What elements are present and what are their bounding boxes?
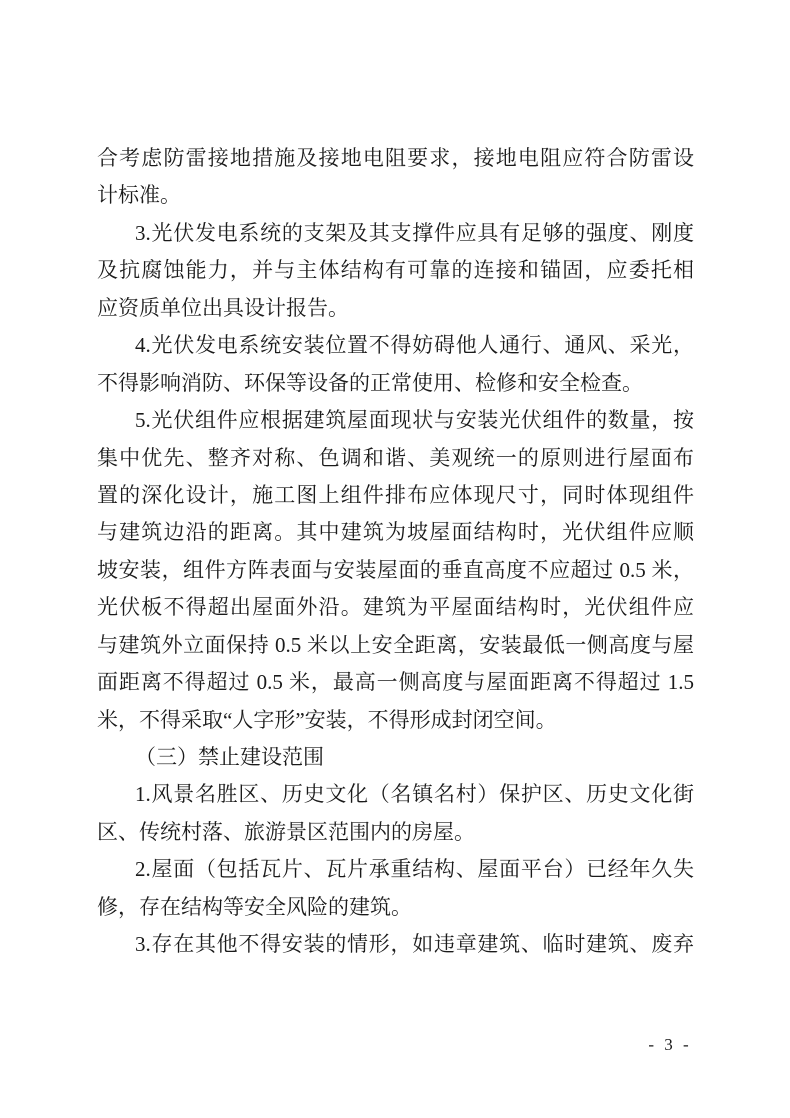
text-line: 不得影响消防、环保等设备的正常使用、检修和安全检查。 — [97, 370, 643, 395]
text-line: 3.存在其他不得安装的情形，如违章建筑、临时建筑、废弃 — [135, 932, 694, 957]
text-line: 2.屋面（包括瓦片、瓦片承重结构、屋面平台）已经年久失 — [135, 857, 694, 882]
text-line: 米，不得采取“人字形”安装，不得形成封闭空间。 — [97, 707, 557, 732]
text-line: 置的深化设计，施工图上组件排布应体现尺寸，同时体现组件 — [97, 482, 694, 507]
text-line: 3.光伏发电系统的支架及其支撑件应具有足够的强度、刚度 — [135, 220, 694, 245]
text-line: 4.光伏发电系统安装位置不得妨碍他人通行、通风、采光， — [135, 333, 694, 358]
text-line: 计标准。 — [97, 183, 181, 208]
text-line: 应资质单位出具设计报告。 — [97, 295, 349, 320]
text-line: 集中优先、整齐对称、色调和谐、美观统一的原则进行屋面布 — [97, 445, 694, 470]
text-line: 面距离不得超过 0.5 米，最高一侧高度与屋面距离不得超过 1.5 — [97, 670, 694, 695]
text-line: 坡安装，组件方阵表面与安装屋面的垂直高度不应超过 0.5 米， — [97, 557, 694, 582]
text-line: 合考虑防雷接地措施及接地电阻要求，接地电阻应符合防雷设 — [97, 146, 694, 170]
document-body — [97, 140, 694, 964]
page-number: - 3 - — [648, 1035, 692, 1054]
text-line: 光伏板不得超出屋面外沿。建筑为平屋面结构时，光伏组件应 — [97, 595, 694, 620]
text-line: 1.风景名胜区、历史文化（名镇名村）保护区、历史文化街 — [135, 782, 694, 807]
text-line: 修，存在结构等安全风险的建筑。 — [97, 894, 412, 919]
section-heading: （三）禁止建设范围 — [135, 745, 324, 769]
text-line: 与建筑外立面保持 0.5 米以上安全距离，安装最低一侧高度与屋 — [97, 632, 694, 657]
text-line: 区、传统村落、旅游景区范围内的房屋。 — [97, 819, 475, 844]
text-line: 与建筑边沿的距离。其中建筑为坡屋面结构时，光伏组件应顺 — [97, 520, 694, 545]
text-line: 5.光伏组件应根据建筑屋面现状与安装光伏组件的数量，按 — [135, 408, 694, 433]
text-line: 及抗腐蚀能力，并与主体结构有可靠的连接和锚固，应委托相 — [97, 258, 694, 283]
